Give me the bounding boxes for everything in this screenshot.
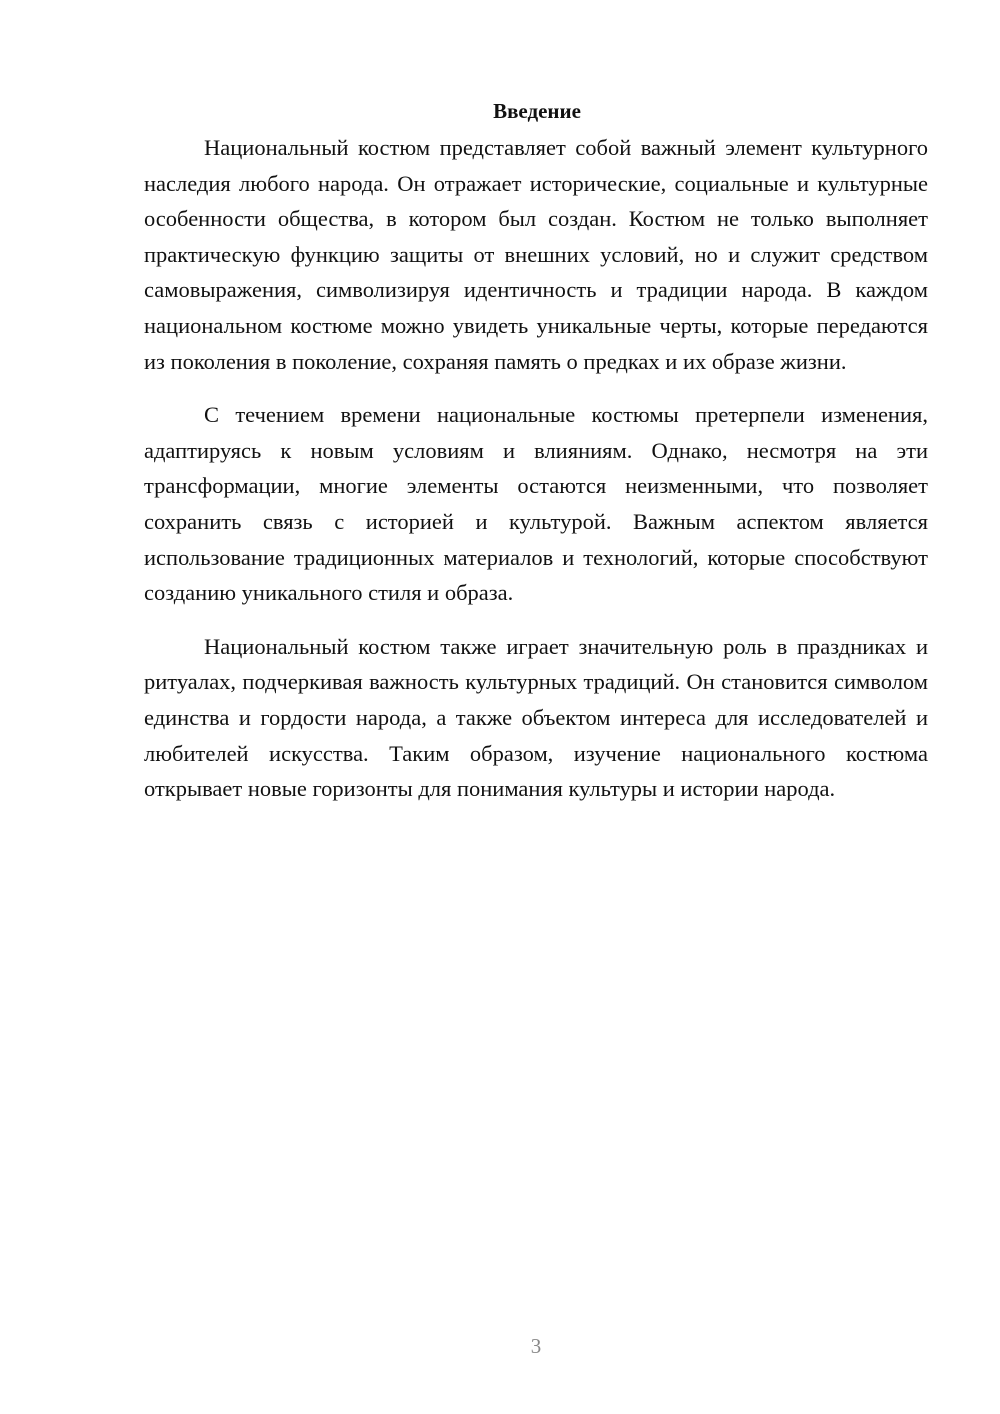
paragraph-2: С течением времени национальные костюмы претерпели изменения, адаптируясь к новым условиям и влияниям. Однако, несмотря на эти трансформации, многие элементы остаются неизменными, что позволяет сохранить связь с историей и культурой. Важным аспектом является использование традиционных материалов и технологий, которые способствуют созданию уникального стиля и образа. bbox=[144, 402, 928, 606]
section-title: Введение bbox=[493, 99, 581, 123]
page-number: 3 bbox=[530, 1334, 542, 1358]
paragraph-1: Национальный костюм представляет собой важный элемент культурного наследия любого народа. Он отражает исторические, социальные и культурные особенности общества, в котором был создан. Костюм не только выполняет практическую функцию защиты от внешних условий, но и служит средством самовыражения, символизируя идентичность и традиции народа. В каждом национальном костюме можно увидеть уникальные черты, которые передаются из поколения в поколение, сохраняя память о предках и их образе жизни. bbox=[144, 135, 928, 374]
paragraph-3: Национальный костюм также играет значительную роль в праздниках и ритуалах, подчеркивая важность культурных традиций. Он становится символом единства и гордости народа, а также объектом интереса для исследователей и любителей искусства. Таким образом, изучение национального костюма открывает новые горизонты для понимания культуры и истории народа. bbox=[144, 633, 928, 802]
page-content bbox=[144, 96, 928, 825]
